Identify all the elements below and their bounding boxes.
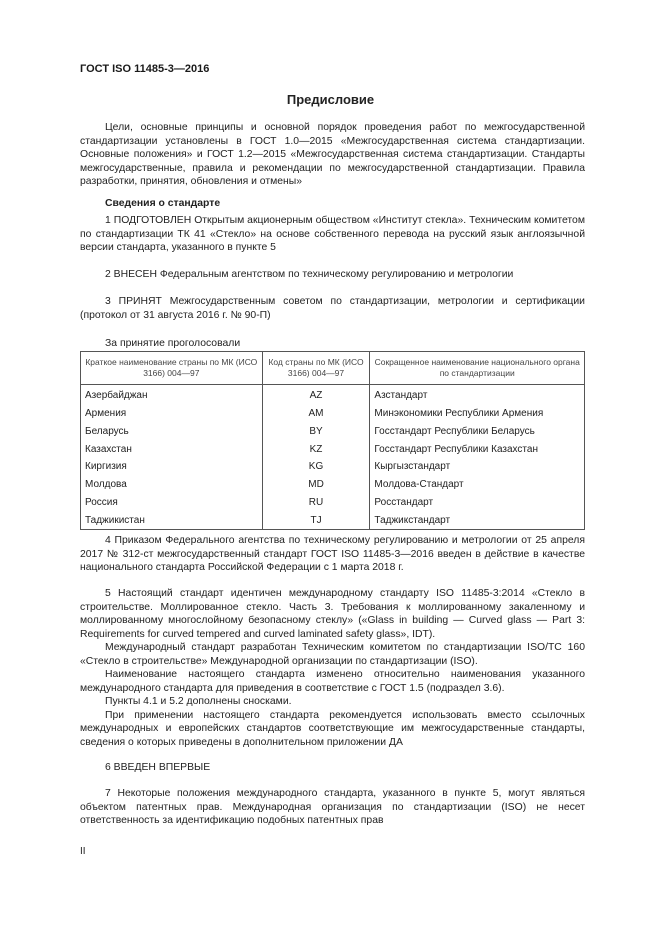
page-title: Предисловие bbox=[286, 92, 375, 107]
item-3-text: 3 ПРИНЯТ Межгосударственным советом по стандартизации, метрологии и сертификации (протокол от 31 августа 2016 г. № 90-П) bbox=[80, 296, 585, 321]
item-2-text: 2 ВНЕСЕН Федеральным агентством по техническому регулированию и метрологии bbox=[105, 269, 514, 280]
table-header-body: Сокращенное наименование национального органа по стандартизации bbox=[370, 352, 585, 385]
code-cell: AM bbox=[262, 405, 370, 423]
country-cell: Армения bbox=[81, 405, 263, 423]
table-row bbox=[81, 440, 585, 458]
item-6 bbox=[80, 761, 585, 775]
item-4-text: 4 Приказом Федерального агентства по техническому регулированию и метрологии от 25 апреля 2017 № 312-ст межгосударственный стандарт ГОСТ ISO 11485-3—2016 введен в действие в качестве национального стандарта Российской Федерации с 1 марта 2018 г. bbox=[80, 535, 585, 573]
country-cell: Беларусь bbox=[81, 423, 263, 441]
code-cell: KZ bbox=[262, 440, 370, 458]
code-cell: TJ bbox=[262, 512, 370, 530]
table-row bbox=[81, 512, 585, 530]
item-5-paragraph-4: Пункты 4.1 и 5.2 дополнены сносками. bbox=[105, 696, 292, 707]
body-cell: Азстандарт bbox=[370, 385, 585, 405]
code-cell: BY bbox=[262, 423, 370, 441]
code-cell: KG bbox=[262, 458, 370, 476]
country-cell: Азербайджан bbox=[81, 385, 263, 405]
table-row bbox=[81, 423, 585, 441]
body-cell: Таджикстандарт bbox=[370, 512, 585, 530]
item-1-text: 1 ПОДГОТОВЛЕН Открытым акционерным обществом «Институт стекла». Техническим комитетом по стандартизации ТК 41 «Стекло» на основе собственного перевода на русский язык англоязычной версии стандарта, указанного в пункте 5 bbox=[80, 215, 585, 253]
table-caption: За принятие проголосовали bbox=[105, 338, 241, 349]
body-cell: Росстандарт bbox=[370, 494, 585, 512]
body-cell: Молдова-Стандарт bbox=[370, 476, 585, 494]
intro-block bbox=[80, 121, 585, 189]
body-cell: Госстандарт Республики Казахстан bbox=[370, 440, 585, 458]
table-header-country: Краткое наименование страны по МК (ИСО 3166) 004—97 bbox=[81, 352, 263, 385]
page-number: II bbox=[80, 846, 86, 857]
item-6-text: 6 ВВЕДЕН ВПЕРВЫЕ bbox=[105, 762, 211, 773]
table-header-code: Код страны по МК (ИСО 3166) 004—97 bbox=[262, 352, 370, 385]
country-cell: Казахстан bbox=[81, 440, 263, 458]
item-3 bbox=[80, 295, 585, 322]
item-5-paragraph-2: Международный стандарт разработан Техническим комитетом по стандартизации ISO/TC 160 «Стекло в строительстве» Международной организации по стандартизации (ISO). bbox=[80, 642, 585, 667]
code-cell: RU bbox=[262, 494, 370, 512]
table-row bbox=[81, 476, 585, 494]
body-cell: Минэкономики Республики Армения bbox=[370, 405, 585, 423]
document-header: ГОСТ ISO 11485-3—2016 bbox=[80, 63, 210, 75]
item-5-paragraph-5: При применении настоящего стандарта рекомендуется использовать вместо ссылочных международных и европейских стандартов соответствующие им межгосударственные стандарты, сведения о которых приведены в дополнительном приложении ДА bbox=[80, 709, 585, 748]
item-1 bbox=[80, 214, 585, 255]
item-2 bbox=[80, 268, 585, 282]
item-7 bbox=[80, 787, 585, 828]
section-title: Сведения о стандарте bbox=[105, 198, 221, 209]
country-cell: Киргизия bbox=[81, 458, 263, 476]
item-7-text: 7 Некоторые положения международного стандарта, указанного в пункте 5, могут являться объектом патентных прав. Международная организация по стандартизации (ISO) не несет ответственность за идентификацию подобных патентных прав bbox=[80, 788, 585, 826]
country-cell: Таджикистан bbox=[81, 512, 263, 530]
code-cell: MD bbox=[262, 476, 370, 494]
item-5 bbox=[80, 587, 585, 749]
code-cell: AZ bbox=[262, 385, 370, 405]
body-cell: Госстандарт Республики Беларусь bbox=[370, 423, 585, 441]
table-row bbox=[81, 458, 585, 476]
standard-info-title bbox=[80, 197, 585, 211]
country-cell: Молдова bbox=[81, 476, 263, 494]
table-row bbox=[81, 385, 585, 405]
table-row bbox=[81, 494, 585, 512]
voting-table bbox=[80, 351, 585, 530]
table-header-row bbox=[81, 352, 585, 385]
country-cell: Россия bbox=[81, 494, 263, 512]
item-5-paragraph-1: 5 Настоящий стандарт идентичен международному стандарту ISO 11485-3:2014 «Стекло в строительстве. Моллированное стекло. Часть 3. Требования к моллированному закаленному и моллированному многослойному безопасному стеклу» («Glass in building — Curved glass — Part 3: Requirements for curved tempered and curved laminated safety glass», IDT). bbox=[80, 588, 585, 640]
intro-paragraph: Цели, основные принципы и основной порядок проведения работ по межгосударственной стандартизации установлены в ГОСТ 1.0—2015 «Межгосударственная система стандартизации. Основные положения» и ГОСТ 1.2—2015 «Межгосударственная система стандартизации. Стандарты межгосударственные, правила и рекомендации по межгосударственной стандартизации. Правила разработки, принятия, обновления и отмены» bbox=[80, 122, 585, 187]
item-5-paragraph-3: Наименование настоящего стандарта изменено относительно наименования указанного международного стандарта для приведения в соответствие с ГОСТ 1.5 (подраздел 3.6). bbox=[80, 669, 585, 694]
table-row bbox=[81, 405, 585, 423]
body-cell: Кыргызстандарт bbox=[370, 458, 585, 476]
item-4 bbox=[80, 534, 585, 575]
